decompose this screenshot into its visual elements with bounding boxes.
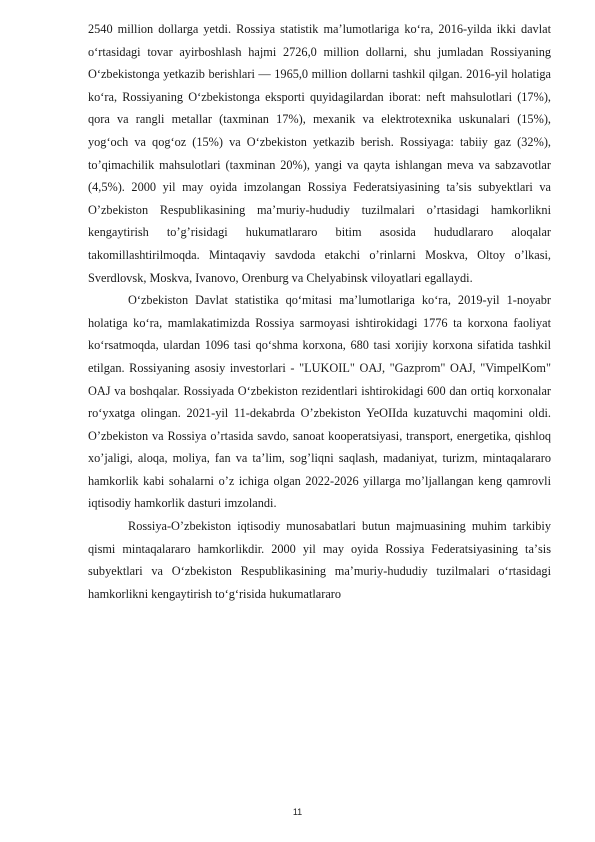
document-page bbox=[88, 18, 551, 605]
paragraph-interregional-cooperation: Rossiya-O’zbekiston iqtisodiy munosabatlari butun majmuasining muhim tarkibiy qismi mintaqalararo hamkorlikdir. 2000 yil may oyida Rossiya Federatsiyasining taʼsis subyektlari va Oʻzbekiston Respublikasining maʼmuriy-hududiy tuzilmalari oʻrtasidagi hamkorlikni kengaytirish toʻgʻrisida hukumatlararo bbox=[88, 519, 551, 601]
page-number: 11 bbox=[292, 807, 303, 817]
paragraph-investment: Oʻzbekiston Davlat statistika qoʻmitasi maʼlumotlariga koʻra, 2019-yil 1-noyabr holatiga koʻra, mamlakatimizda Rossiya sarmoyasi ishtirokidagi 1776 ta korxona faoliyat koʻrsatmoqda, ulardan 1096 tasi qoʻshma korxona, 680 tasi xorijiy korxona sifatida tashkil etilgan. Rossiyaning asosiy investorlari - "LUKOIL" OAJ, "Gazprom" OAJ, "VimpelKom" OAJ va boshqalar. Rossiyada Oʻzbekiston rezidentlari ishtirokidagi 600 dan ortiq korxonalar roʻyxatga olingan. 2021-yil 11-dekabrda O’zbekiston YeOIIda kuzatuvchi maqomini oldi. O’zbekiston va Rossiya o’rtasida savdo, sanoat kooperatsiyasi, transport, energetika, qishloq xo’jaligi, aloqa, moliya, fan va ta’lim, sog’liqni saqlash, madaniyat, turizm, mintaqalararo hamkorlik kabi sohalarni o’z ichiga olgan 2022-2026 yillarga mo’ljallangan keng qamrovli iqtisodiy hamkorlik dasturi imzolandi. bbox=[88, 293, 551, 511]
paragraph-trade-volume: 2540 million dollarga yetdi. Rossiya statistik maʼlumotlariga koʻra, 2016-yilda ikki davlat oʻrtasidagi tovar ayirboshlash hajmi 2726,0 million dollarni, shu jumladan Rossiyaning Oʻzbekistonga yetkazib berishlari — 1965,0 million dollarni tashkil qilgan. 2016-yil holatiga koʻra, Rossiyaning Oʻzbekistonga eksporti quyidagilardan iborat: neft mahsulotlari (17%), qora va rangli metallar (taxminan 17%), mexanik va elektrotexnika uskunalari (15%), yogʻoch va qogʻoz (15%) va Oʻzbekiston yetkazib berish. Rossiyaga: tabiiy gaz (32%), to’qimachilik mahsulotlari (taxminan 20%), yangi va qayta ishlangan meva va sabzavotlar (4,5%). 2000 yil may oyida imzolangan Rossiya Federatsiyasining ta’sis subyektlari va O’zbekiston Respublikasining ma’muriy-hududiy tuzilmalari o’rtasidagi hamkorlikni kengaytirish to’g’risidagi hukumatlararo bitim asosida hududlararo aloqalar takomillashtirilmoqda. Mintaqaviy savdoda etakchi o’rinlarni Moskva, Oltoy o’lkasi, Sverdlovsk, Moskva, Ivanovo, Orenburg va Chelyabinsk viloyatlari egallaydi. bbox=[88, 22, 551, 285]
